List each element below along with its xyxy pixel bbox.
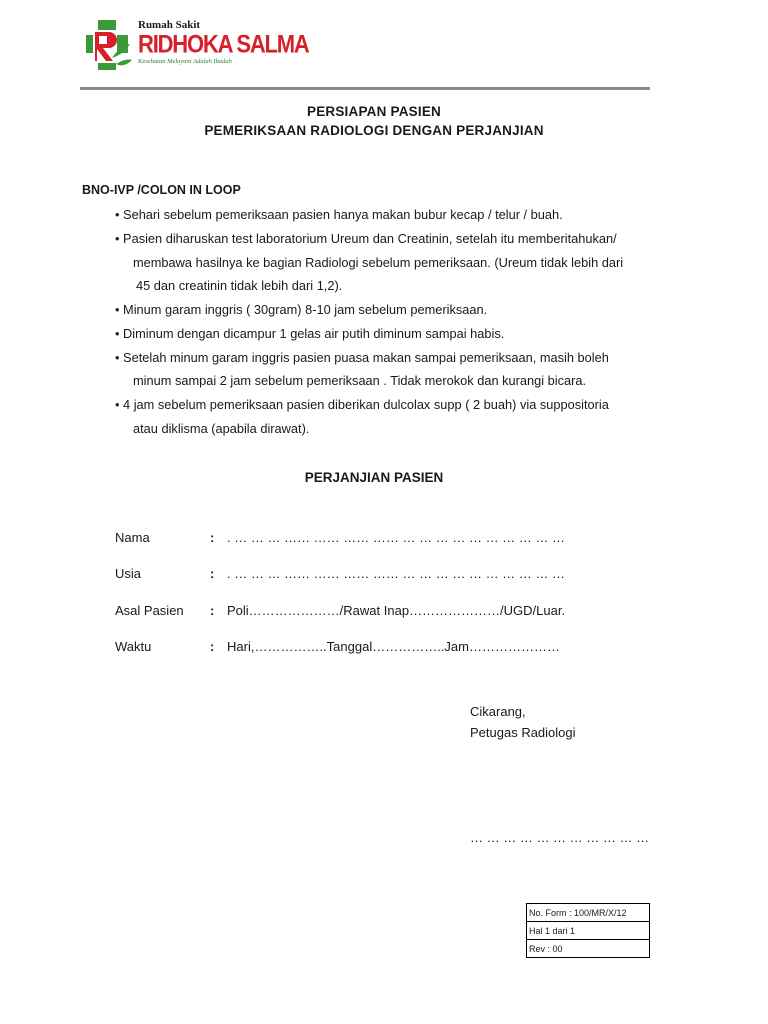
table-row bbox=[527, 940, 650, 958]
field-colon: : bbox=[210, 566, 215, 581]
field-label-asal-pasien: Asal Pasien bbox=[115, 603, 184, 618]
instruction-line: • Sehari sebelum pemeriksaan pasien hanya makan bubur kecap / telur / buah. bbox=[115, 207, 563, 222]
field-value-usia[interactable]: . … … … …… …… …… …… … … … … … … … … … … bbox=[227, 566, 566, 581]
signature-place: Cikarang, bbox=[470, 704, 526, 719]
field-label-waktu: Waktu bbox=[115, 639, 152, 654]
instruction-line: minum sampai 2 jam sebelum pemeriksaan . Tidak merokok dan kurangi bicara. bbox=[133, 373, 587, 388]
appointment-heading: PERJANJIAN PASIEN bbox=[304, 470, 444, 485]
signature-role: Petugas Radiologi bbox=[470, 725, 576, 740]
logo-tagline: Kesehatan Melayani Adalah Ibadah bbox=[138, 58, 232, 65]
signature-line: … … … … … … … … … … … bbox=[470, 830, 650, 845]
form-info-table bbox=[526, 903, 650, 958]
instruction-line: • Minum garam inggris ( 30gram) 8-10 jam sebelum pemeriksaan. bbox=[115, 302, 488, 317]
section-heading: BNO-IVP /COLON IN LOOP bbox=[82, 183, 241, 197]
page-title-line1: PERSIAPAN PASIEN bbox=[307, 104, 441, 119]
page-title-line2: PEMERIKSAAN RADIOLOGI DENGAN PERJANJIAN bbox=[204, 123, 544, 138]
instruction-line: • 4 jam sebelum pemeriksaan pasien diberikan dulcolax supp ( 2 buah) via suppositoria bbox=[115, 397, 609, 412]
field-value-asal-pasien[interactable]: Poli…………………/Rawat Inap…………………/UGD/Luar. bbox=[227, 603, 566, 618]
instruction-line: atau diklisma (apabila dirawat). bbox=[133, 421, 310, 436]
page-count: Hal 1 dari 1 bbox=[527, 922, 650, 940]
field-colon: : bbox=[210, 639, 215, 654]
field-colon: : bbox=[210, 603, 215, 618]
table-row bbox=[527, 904, 650, 922]
instruction-line: membawa hasilnya ke bagian Radiologi sebelum pemeriksaan. (Ureum tidak lebih dari bbox=[133, 255, 624, 270]
instruction-line: • Pasien diharuskan test laboratorium Ureum dan Creatinin, setelah itu memberitahukan/ bbox=[115, 231, 617, 246]
instruction-line: • Setelah minum garam inggris pasien puasa makan sampai pemeriksaan, masih boleh bbox=[115, 350, 609, 365]
field-value-waktu[interactable]: Hari,……………..Tanggal……………..Jam………………… bbox=[227, 639, 560, 654]
table-row bbox=[527, 922, 650, 940]
revision: Rev : 00 bbox=[527, 940, 650, 958]
field-colon: : bbox=[210, 530, 215, 545]
logo-hospital-name: RIDHOKA SALMA bbox=[138, 30, 309, 58]
field-label-nama: Nama bbox=[115, 530, 150, 545]
form-number: No. Form : 100/MR/X/12 bbox=[527, 904, 650, 922]
hospital-logo bbox=[86, 18, 309, 74]
instruction-line: • Diminum dengan dicampur 1 gelas air putih diminum sampai habis. bbox=[115, 326, 505, 341]
instruction-line: 45 dan creatinin tidak lebih dari 1,2). bbox=[136, 278, 343, 293]
header-rule bbox=[80, 87, 650, 90]
field-label-usia: Usia bbox=[115, 566, 142, 581]
logo-line1: Rumah Sakit bbox=[138, 19, 201, 31]
field-value-nama[interactable]: . … … … …… …… …… …… … … … … … … … … … … bbox=[227, 530, 566, 545]
